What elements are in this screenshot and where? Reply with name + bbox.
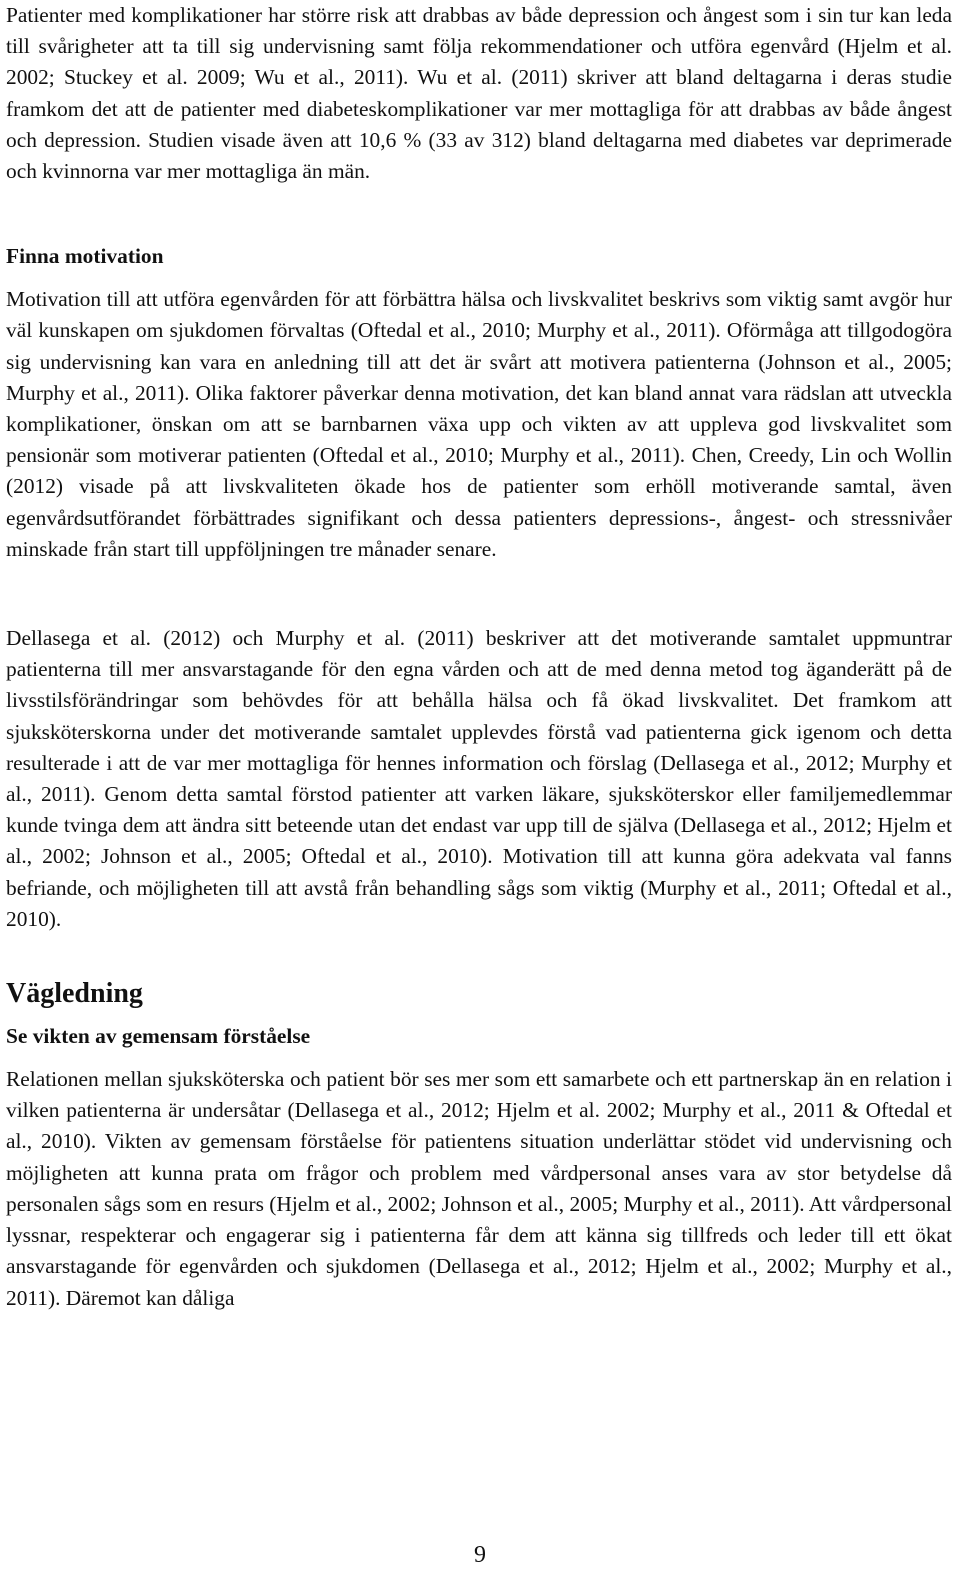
section-heading-se-vikten: Se vikten av gemensam förståelse — [6, 1024, 311, 1049]
page-number: 9 — [474, 1542, 486, 1568]
paragraph-relationen: Relationen mellan sjuksköterska och patient bör ses mer som ett samarbete och ett partnerskap än en relation i vilken patienterna är undersåtar (Dellasega et al., 2012; Hjelm et al. 2002; Murphy et al., 2011 & Oftedal et al., 2010). Vikten av gemensam förståelse för patientens situation underlättar stödet vid undervisning och möjligheten att kunna prata om frågor och problem med vårdpersonal anses vara av stor betydelse då personalen sågs som en resurs (Hjelm et al., 2002; Johnson et al., 2005; Murphy et al., 2011). Att vårdpersonal lyssnar, respekterar och engagerar sig i patienterna får dem att känna sig tillfreds och leder till ett ökat ansvarstagande för egenvården och sjukdomen (Dellasega et al., 2012; Hjelm et al., 2002; Murphy et al., 2011). Däremot kan dåliga — [6, 1067, 952, 1310]
section-heading-finna-motivation: Finna motivation — [6, 244, 164, 269]
paragraph-dellasega: Dellasega et al. (2012) och Murphy et al. (2011) beskriver att det motiverande samtalet uppmuntrar patienterna till mer ansvarstagande för den egna vården och att de med denna metod tog äganderätt på de livsstilsförändringar som behövdes för att behålla hälsa och få ökad livskvalitet. Det framkom att sjuksköterskorna under det motiverande samtalet upplevdes förstå vad patienterna gick igenom och detta resulterade i att de var mer mottagliga för hennes information och förslag (Dellasega et al., 2012; Murphy et al., 2011). Genom detta samtal förstod patienter att varken läkare, sjuksköterskor eller familjemedlemmar kunde tvinga dem att ändra sitt beteende utan det endast var upp till de själva (Dellasega et al., 2012; Hjelm et al., 2002; Johnson et al., 2005; Oftedal et al., 2010). Motivation till att kunna göra adekvata val fanns befriande, och möjligheten till att avstå från behandling sågs som viktig (Murphy et al., 2011; Oftedal et al., 2010). — [6, 626, 952, 931]
document-page — [6, 0, 952, 1314]
chapter-heading-vagledning: Vägledning — [6, 978, 143, 1010]
paragraph-motivation: Motivation till att utföra egenvården för att förbättra hälsa och livskvalitet beskrivs som viktig samt avgör hur väl kunskapen om sjukdomen förvaltas (Oftedal et al., 2010; Murphy et al., 2011). Oförmåga att tillgodogöra sig undervisning kan vara en anledning till att det är svårt att motivera patienterna (Johnson et al., 2005; Murphy et al., 2011). Olika faktorer påverkar denna motivation, det kan bland annat vara rädslan att utveckla komplikationer, önskan om att se barnbarnen växa upp och vikten av att uppleva god livskvalitet som pensionär som motiverar patienten (Oftedal et al., 2010; Murphy et al., 2011). Chen, Creedy, Lin och Wollin (2012) visade på att livskvaliteten ökade hos de patienter som erhöll motiverande samtal, även egenvårdsutförandet förbättrades signifikant och dessa patienters depressions-, ångest- och stressnivåer minskade från start till uppföljningen tre månader senare. — [6, 287, 952, 561]
paragraph-intro: Patienter med komplikationer har större risk att drabbas av både depression och ångest som i sin tur kan leda till svårigheter att ta till sig undervisning samt följa rekommendationer och utföra egenvård (Hjelm et al. 2002; Stuckey et al. 2009; Wu et al., 2011). Wu et al. (2011) skriver att bland deltagarna i deras studie framkom det att de patienter med diabeteskomplikationer var mer mottagliga för att drabbas av både ångest och depression. Studien visade även att 10,6 % (33 av 312) bland deltagarna med diabetes var deprimerade och kvinnorna var mer mottagliga än män. — [6, 3, 952, 184]
